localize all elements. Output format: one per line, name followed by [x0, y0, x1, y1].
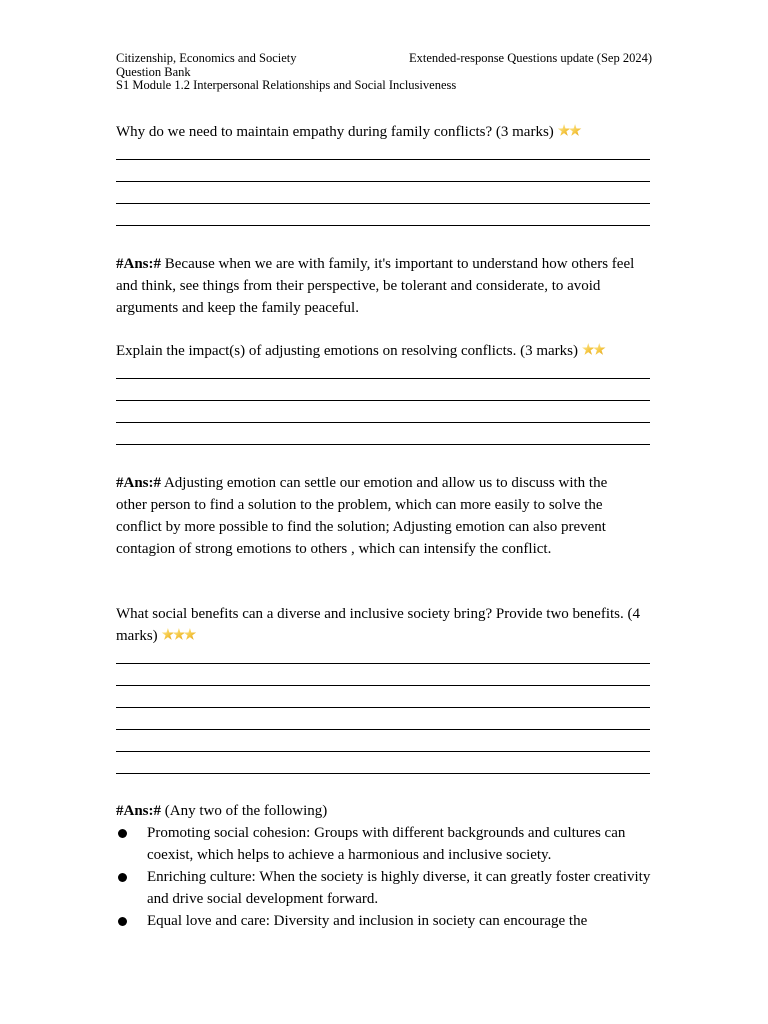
answer-line — [116, 225, 650, 226]
star-icon — [183, 628, 196, 641]
star-icon — [582, 343, 595, 356]
answer-line — [116, 378, 650, 379]
answer-label: #Ans:# — [116, 475, 162, 491]
difficulty-stars — [582, 341, 604, 363]
answer-line — [116, 707, 650, 708]
answer-line — [116, 400, 650, 401]
list-item: Equal love and care: Diversity and inclusion in society can encourage the — [116, 910, 652, 932]
answer-line — [116, 729, 650, 730]
list-item: Enriching culture: When the society is highly diverse, it can greatly foster creativity and drive social development forward. — [116, 866, 652, 910]
module-title: S1 Module 1.2 Interpersonal Relationships and Social Inclusiveness — [116, 78, 457, 92]
answer-2 — [116, 472, 628, 560]
answer-2-text: Adjusting emotion can settle our emotion and allow us to discuss with the other person to find a solution to the problem, which can more easily to solve the conflict by more possible to find the solution; Adjusting emotion can also prevent contagion of strong emotions to others , which can intensify the conflict. — [116, 475, 608, 557]
question-1 — [116, 121, 652, 144]
question-3-text: What social benefits can a diverse and inclusive society bring? Provide two benefits. (4 marks) — [116, 606, 641, 644]
star-icon — [172, 628, 185, 641]
answer-line — [116, 422, 650, 423]
answer-label: #Ans:# — [116, 256, 162, 272]
answer-label: #Ans:# — [116, 803, 162, 819]
question-2 — [116, 340, 652, 363]
answer-line — [116, 773, 650, 774]
question-bank-label: Question Bank — [116, 64, 191, 79]
answer-line — [116, 751, 650, 752]
question-2-text: Explain the impact(s) of adjusting emotions on resolving conflicts. (3 marks) — [116, 343, 578, 359]
star-icon — [593, 343, 606, 356]
list-item: Promoting social cohesion: Groups with different backgrounds and cultures can coexist, which helps to achieve a harmonious and inclusive society. — [116, 822, 652, 866]
answer-line — [116, 203, 650, 204]
difficulty-stars — [161, 626, 194, 648]
question-1-text: Why do we need to maintain empathy during family conflicts? (3 marks) — [116, 124, 554, 140]
answer-line — [116, 444, 650, 445]
question-3 — [116, 603, 646, 648]
subject-title: Citizenship, Economics and Society — [116, 51, 297, 65]
benefits-list — [116, 822, 652, 932]
answer-line — [116, 181, 650, 182]
update-note: Extended-response Questions update (Sep 2024) — [409, 51, 652, 65]
difficulty-stars — [558, 122, 580, 144]
star-icon — [161, 628, 174, 641]
answer-1-text: Because when we are with family, it's important to understand how others feel and think, see things from their perspective, be tolerant and considerate, to avoid arguments and keep the family peaceful. — [116, 256, 635, 316]
answer-1 — [116, 253, 656, 319]
star-icon — [569, 124, 582, 137]
answer-line — [116, 159, 650, 160]
page-header — [116, 52, 652, 93]
answer-3-intro: (Any two of the following) — [164, 803, 328, 819]
answer-3 — [116, 800, 652, 932]
answer-line — [116, 685, 650, 686]
star-icon — [558, 124, 571, 137]
answer-line — [116, 663, 650, 664]
